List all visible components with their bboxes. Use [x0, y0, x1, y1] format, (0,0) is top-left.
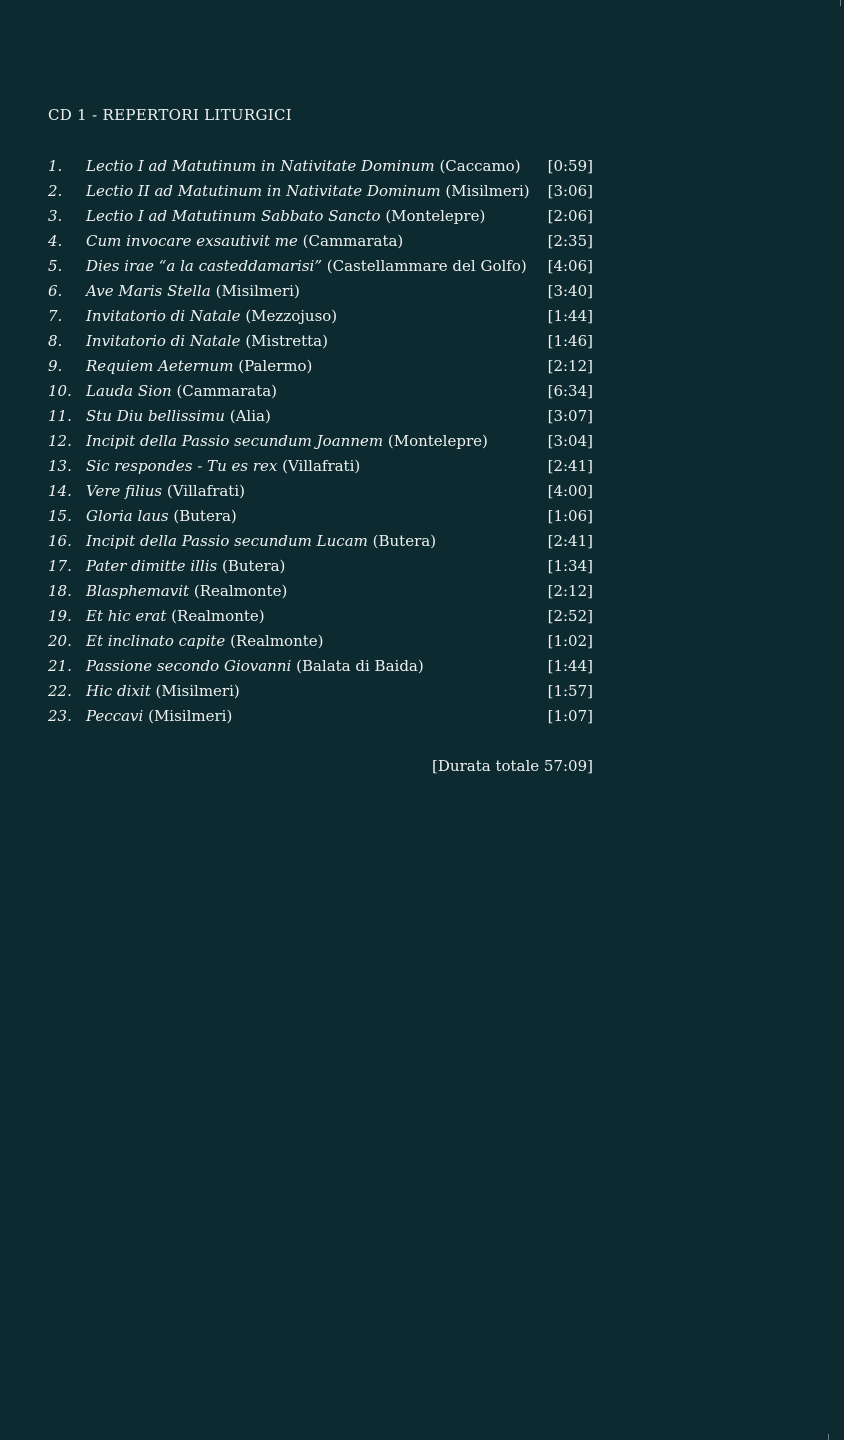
track-place: (Cammarata) — [176, 382, 278, 400]
track-title-wrap — [86, 579, 287, 604]
track-number: 20. — [48, 632, 72, 650]
track-title: Ave Maris Stella — [86, 282, 211, 300]
track-duration: [3:07] — [547, 407, 593, 425]
track-title-wrap — [86, 629, 324, 654]
track-row — [48, 679, 593, 704]
track-title: Incipit della Passio secundum Joannem — [86, 432, 384, 450]
track-title-wrap — [86, 704, 232, 729]
track-title-wrap — [86, 479, 245, 504]
track-title-wrap — [86, 279, 300, 304]
track-row — [48, 654, 593, 679]
track-number: 1. — [48, 157, 63, 175]
track-place: (Misilmeri) — [445, 182, 530, 200]
track-title: Passione secondo Giovanni — [86, 657, 292, 675]
track-title-wrap — [86, 404, 271, 429]
track-title: Lectio I ad Matutinum in Nativitate Dominum — [86, 157, 435, 175]
track-row — [48, 154, 593, 179]
track-place: (Butera) — [222, 557, 286, 575]
track-duration: [3:04] — [547, 432, 593, 450]
track-row — [48, 354, 593, 379]
cd-header: CD 1 - REPERTORI LITURGICI — [48, 106, 292, 124]
track-title: Lauda Sion — [86, 382, 172, 400]
track-row — [48, 504, 593, 529]
track-title-wrap — [86, 354, 312, 379]
track-number: 8. — [48, 332, 63, 350]
track-place: (Balata di Baida) — [296, 657, 424, 675]
track-number: 9. — [48, 357, 63, 375]
track-row — [48, 579, 593, 604]
track-title-wrap — [86, 204, 485, 229]
track-number: 3. — [48, 207, 63, 225]
track-row — [48, 379, 593, 404]
track-number: 19. — [48, 607, 72, 625]
track-title-wrap — [86, 679, 240, 704]
track-number: 2. — [48, 182, 63, 200]
track-duration: [2:52] — [547, 607, 593, 625]
track-place: (Palermo) — [238, 357, 313, 375]
track-duration: [1:57] — [547, 682, 593, 700]
track-place: (Montelepre) — [387, 432, 488, 450]
track-title: Sic respondes - Tu es rex — [86, 457, 278, 475]
track-place: (Mezzojuso) — [245, 307, 338, 325]
track-row — [48, 229, 593, 254]
track-row — [48, 604, 593, 629]
track-title-wrap — [86, 154, 521, 179]
track-place: (Realmonte) — [193, 582, 288, 600]
track-duration: [4:06] — [547, 257, 593, 275]
track-duration: [1:02] — [547, 632, 593, 650]
track-duration: [0:59] — [547, 157, 593, 175]
track-number: 11. — [48, 407, 72, 425]
track-title: Incipit della Passio secundum Lucam — [86, 532, 368, 550]
track-number: 6. — [48, 282, 63, 300]
track-duration: [1:44] — [547, 657, 593, 675]
track-title: Peccavi — [86, 707, 144, 725]
track-number: 13. — [48, 457, 72, 475]
track-title: Lectio I ad Matutinum Sabbato Sancto — [86, 207, 381, 225]
track-number: 7. — [48, 307, 63, 325]
track-title: Hic dixit — [86, 682, 151, 700]
track-row — [48, 529, 593, 554]
track-number: 16. — [48, 532, 72, 550]
track-title: Et hic erat — [86, 607, 167, 625]
track-row — [48, 704, 593, 729]
track-duration: [1:07] — [547, 707, 593, 725]
track-title-wrap — [86, 554, 285, 579]
track-row — [48, 254, 593, 279]
track-title: Dies irae “a la casteddamarisi” — [86, 257, 323, 275]
track-duration: [1:34] — [547, 557, 593, 575]
track-duration: [2:41] — [547, 457, 593, 475]
track-row — [48, 454, 593, 479]
track-number: 4. — [48, 232, 63, 250]
track-place: (Cammarata) — [302, 232, 404, 250]
track-number: 10. — [48, 382, 72, 400]
track-duration: [3:06] — [547, 182, 593, 200]
track-title: Pater dimitte illis — [86, 557, 218, 575]
track-title-wrap — [86, 654, 424, 679]
track-place: (Mistretta) — [245, 332, 328, 350]
track-title: Invitatorio di Natale — [86, 307, 241, 325]
track-place: (Montelepre) — [385, 207, 486, 225]
track-place: (Misilmeri) — [155, 682, 240, 700]
track-title-wrap — [86, 229, 403, 254]
track-title-wrap — [86, 604, 265, 629]
track-number: 23. — [48, 707, 72, 725]
track-place: (Butera) — [173, 507, 237, 525]
track-title: Vere filius — [86, 482, 163, 500]
track-row — [48, 329, 593, 354]
track-row — [48, 404, 593, 429]
track-duration: [1:44] — [547, 307, 593, 325]
track-place: (Caccamo) — [439, 157, 521, 175]
track-number: 15. — [48, 507, 72, 525]
track-row — [48, 629, 593, 654]
track-title: Requiem Aeternum — [86, 357, 234, 375]
track-row — [48, 479, 593, 504]
track-title-wrap — [86, 379, 277, 404]
track-duration: [2:12] — [547, 582, 593, 600]
track-row — [48, 554, 593, 579]
track-number: 18. — [48, 582, 72, 600]
track-duration: [2:12] — [547, 357, 593, 375]
track-duration: [3:40] — [547, 282, 593, 300]
track-duration: [1:46] — [547, 332, 593, 350]
track-title-wrap — [86, 429, 488, 454]
track-duration: [4:00] — [547, 482, 593, 500]
track-place: (Misilmeri) — [148, 707, 233, 725]
track-duration: [1:06] — [547, 507, 593, 525]
track-place: (Butera) — [372, 532, 437, 550]
track-title-wrap — [86, 504, 237, 529]
track-number: 22. — [48, 682, 72, 700]
tracklist-page — [48, 104, 593, 779]
track-duration: [2:35] — [547, 232, 593, 250]
track-duration: [2:06] — [547, 207, 593, 225]
track-row — [48, 279, 593, 304]
track-duration: [6:34] — [547, 382, 593, 400]
crop-mark-bottom — [828, 1434, 832, 1440]
crop-mark-top — [840, 0, 844, 6]
track-number: 21. — [48, 657, 72, 675]
track-place: (Realmonte) — [230, 632, 324, 650]
track-place: (Alia) — [229, 407, 271, 425]
track-number: 5. — [48, 257, 63, 275]
track-number: 14. — [48, 482, 72, 500]
track-row — [48, 179, 593, 204]
track-title-wrap — [86, 529, 436, 554]
track-title: Cum invocare exsautivit me — [86, 232, 298, 250]
track-duration: [2:41] — [547, 532, 593, 550]
track-number: 17. — [48, 557, 72, 575]
track-number: 12. — [48, 432, 72, 450]
track-title: Gloria laus — [86, 507, 169, 525]
track-row — [48, 429, 593, 454]
track-place: (Realmonte) — [171, 607, 265, 625]
track-list — [48, 154, 593, 729]
track-title: Blasphemavit — [86, 582, 190, 600]
track-row — [48, 204, 593, 229]
track-title: Et inclinato capite — [86, 632, 226, 650]
track-title: Stu Diu bellissimu — [86, 407, 225, 425]
track-place: (Villafrati) — [166, 482, 245, 500]
track-title-wrap — [86, 454, 360, 479]
track-title-wrap — [86, 329, 328, 354]
track-row — [48, 304, 593, 329]
track-title: Lectio II ad Matutinum in Nativitate Dominum — [86, 182, 441, 200]
track-place: (Castellammare del Golfo) — [326, 257, 527, 275]
track-title: Invitatorio di Natale — [86, 332, 241, 350]
track-title-wrap — [86, 179, 530, 204]
track-title-wrap — [86, 254, 527, 279]
track-place: (Villafrati) — [282, 457, 361, 475]
total-duration: [Durata totale 57:09] — [432, 757, 593, 775]
track-title-wrap — [86, 304, 337, 329]
track-place: (Misilmeri) — [215, 282, 300, 300]
